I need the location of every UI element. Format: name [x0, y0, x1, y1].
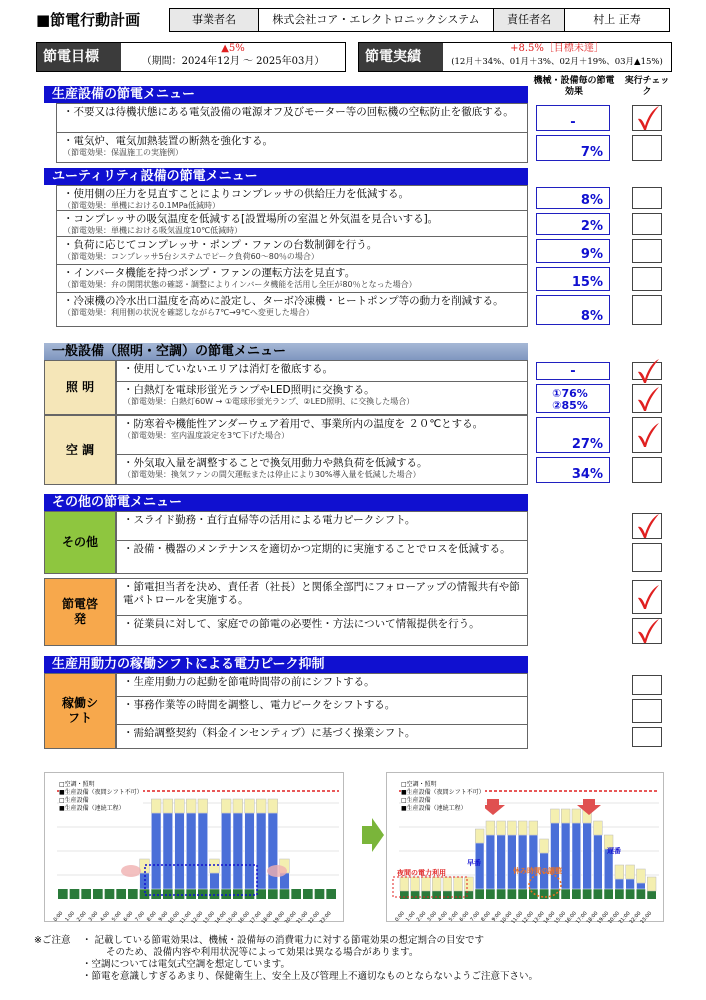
- effect-value: [536, 384, 610, 413]
- bar-continuous: [256, 889, 266, 899]
- effect-value: [536, 457, 610, 483]
- x-tick-label: 0:00: [394, 910, 406, 923]
- person-value: 村上 正寿: [564, 8, 670, 32]
- bar-ac-lighting: [572, 809, 581, 823]
- group-label-text: 空 調: [65, 442, 95, 457]
- bar-production: [186, 813, 196, 889]
- effect-value-text: -: [570, 115, 576, 130]
- menu-item-text: ・インバータ機能を持つポンプ・ファンの運転方法を見直す。: [63, 267, 356, 279]
- execution-check-box[interactable]: [632, 580, 662, 614]
- group-label: [44, 360, 116, 415]
- execution-check-box[interactable]: [632, 187, 662, 209]
- bar-ac-lighting: [268, 799, 278, 813]
- x-tick-label: 20:00: [607, 910, 621, 923]
- menu-item-note: （節電効果：コンプレッサ5台システムでピーク負荷60～80％の場合）: [63, 252, 319, 261]
- effect-value-text: 34%: [571, 467, 603, 482]
- bar-ac-lighting: [465, 877, 474, 891]
- goal-box: [36, 42, 346, 72]
- bar-production: [486, 835, 495, 889]
- result-detail: (12月＋34%、01月＋3%、02月＋19%、03月▲15%): [451, 57, 663, 67]
- bar-continuous: [540, 889, 549, 899]
- effect-value-text: 8%: [580, 193, 603, 208]
- bar-production: [268, 813, 278, 889]
- x-tick-label: 18:00: [585, 910, 600, 923]
- execution-check-box[interactable]: [632, 543, 662, 572]
- x-tick-label: 22:00: [628, 910, 643, 923]
- x-tick-label: 15:00: [553, 910, 568, 923]
- x-tick-label: 10:00: [167, 910, 182, 923]
- x-tick-label: 16:00: [564, 910, 578, 923]
- menu-item-text: ・需給調整契約（料金インセンティブ）に基づく操業シフト。: [123, 727, 416, 739]
- bar-production: [594, 835, 603, 889]
- chart-annotation: 夜間の電力利用: [397, 869, 446, 877]
- checkmark-icon: [636, 386, 660, 412]
- x-tick-label: 8:00: [480, 910, 492, 923]
- bar-production: [604, 849, 613, 889]
- bar-ac-lighting: [400, 877, 409, 891]
- effect-value: [536, 267, 610, 291]
- x-tick-label: 5:00: [447, 910, 460, 923]
- execution-check-box[interactable]: [632, 417, 662, 453]
- x-tick-label: 6:00: [122, 910, 135, 923]
- effect-value: [536, 187, 610, 209]
- bar-ac-lighting: [647, 877, 656, 891]
- menu-item-text: ・コンプレッサの吸気温度を低減する[設置場所の室温と外気温を見合いする]。: [63, 213, 439, 225]
- bar-production: [221, 813, 231, 889]
- group-label-text: その他: [61, 535, 98, 549]
- menu-item-text: ・設備・機器のメンテナンスを適切かつ定期的に実施することでロスを低減する。: [123, 543, 511, 555]
- checkmark-icon: [636, 618, 660, 644]
- bar-continuous: [105, 889, 115, 899]
- effect-value-1: ①76%: [552, 387, 588, 400]
- group-label-text: 節電啓発: [61, 597, 98, 626]
- bar-continuous: [198, 889, 208, 899]
- bar-ac-lighting: [411, 877, 420, 891]
- bar-production: [508, 835, 517, 889]
- arrow-right-icon: [362, 818, 384, 852]
- bar-production: [572, 823, 581, 889]
- bar-production: [497, 835, 506, 889]
- menu-item: [56, 237, 528, 265]
- x-tick-label: 23:00: [318, 910, 333, 923]
- x-tick-label: 2:00: [75, 910, 88, 923]
- bar-continuous: [486, 889, 495, 899]
- menu-item-note: （節電効果：保温施工の実施例）: [63, 148, 183, 157]
- menu-item: [116, 541, 528, 574]
- shift-arrow-icon: [121, 865, 141, 877]
- group-label: [44, 415, 116, 485]
- x-tick-label: 4:00: [437, 910, 449, 923]
- bar-ac-lighting: [561, 809, 570, 823]
- menu-item: [116, 382, 528, 415]
- company-value: 株式会社コア・エレクトロニックシステム: [258, 8, 494, 32]
- bar-ac-lighting: [422, 877, 431, 891]
- group-label-text: 照 明: [65, 380, 95, 394]
- bar-continuous: [221, 889, 231, 899]
- header-row: [36, 8, 672, 32]
- x-tick-label: 0:00: [52, 910, 65, 923]
- bar-continuous: [637, 889, 646, 899]
- bar-continuous: [268, 889, 278, 899]
- bar-ac-lighting: [615, 865, 624, 879]
- execution-check-box[interactable]: [632, 267, 662, 291]
- legend-entry: ■生産設備（夜間シフト不可）: [401, 789, 485, 796]
- legend-entry: ■生産設備（連続工程）: [59, 805, 125, 812]
- menu-item-text: ・白熱灯を電球形蛍光ランプやLED照明に交換する。: [123, 384, 375, 396]
- bar-continuous: [186, 889, 196, 899]
- bar-ac-lighting: [140, 859, 150, 873]
- legend-entry: □生産設備: [401, 797, 431, 804]
- menu-item: [116, 725, 528, 749]
- x-tick-label: 21:00: [617, 910, 632, 923]
- menu-item: [56, 293, 528, 327]
- menu-item-note: （節電効果：換気ファンの間欠運転または停止により30%導入量を低減した場合）: [123, 470, 421, 479]
- x-tick-label: 9:00: [490, 910, 503, 923]
- bar-production: [518, 835, 527, 889]
- effect-value-text: 8%: [580, 309, 603, 324]
- bar-continuous: [315, 889, 325, 899]
- menu-item-text: ・生産用動力の起動を節電時間帯の前にシフトする。: [123, 676, 375, 688]
- x-tick-label: 23:00: [639, 910, 654, 923]
- menu-item-text: ・事務作業等の時間を調整し、電力ピークをシフトする。: [123, 699, 396, 711]
- goal-label: 節電目標: [37, 43, 121, 71]
- group-label: [44, 511, 116, 574]
- x-tick-label: 12:00: [521, 910, 535, 923]
- footer-line-1: ・ 記載している節電効果は、機械・設備毎の消費電力に対する節電効果の想定割合の目安です: [82, 935, 485, 946]
- bar-continuous: [233, 889, 243, 899]
- bar-continuous: [93, 889, 103, 899]
- chart-annotation: 早番: [467, 859, 481, 867]
- effect-value-text: 2%: [580, 219, 603, 234]
- bar-production: [256, 813, 266, 889]
- x-tick-label: 7:00: [134, 910, 147, 923]
- bar-continuous: [58, 889, 68, 899]
- menu-item: [116, 578, 528, 616]
- bar-production: [151, 813, 161, 889]
- checkmark-icon: [636, 105, 660, 131]
- section-banner: 一般設備（照明・空調）の節電メニュー: [44, 343, 528, 360]
- x-tick-label: 10:00: [499, 910, 514, 923]
- bar-ac-lighting: [256, 799, 266, 813]
- x-tick-label: 21:00: [295, 910, 310, 923]
- x-tick-label: 2:00: [415, 910, 428, 923]
- x-tick-label: 11:00: [178, 910, 193, 923]
- execution-check-box[interactable]: [632, 727, 662, 747]
- menu-item-text: ・防寒着や機能性アンダーウェア着用で、事業所内の温度を ２０℃とする。: [123, 418, 484, 430]
- menu-item-text: ・従業員に対して、家庭での節電の必要性・方法について情報提供を行う。: [123, 618, 480, 630]
- x-tick-label: 14:00: [213, 910, 228, 923]
- bar-continuous: [245, 889, 255, 899]
- x-tick-label: 1:00: [404, 910, 417, 923]
- bar-ac-lighting: [432, 877, 441, 891]
- goal-value: ▲5%: [221, 43, 245, 54]
- bar-continuous: [615, 889, 624, 899]
- bar-continuous: [551, 889, 560, 899]
- menu-item: [56, 185, 528, 211]
- bar-ac-lighting: [594, 821, 603, 835]
- menu-item-text: ・スライド勤務・直行直帰等の活用による電力ピークシフト。: [123, 514, 416, 526]
- person-label: 責任者名: [493, 8, 565, 32]
- bar-continuous: [70, 889, 80, 899]
- chart-before-legend: [59, 781, 143, 813]
- company-label: 事業者名: [169, 8, 259, 32]
- bar-ac-lighting: [175, 799, 185, 813]
- effect-value-text: -: [570, 364, 576, 379]
- execution-check-box[interactable]: [632, 213, 662, 235]
- x-tick-label: 18:00: [260, 910, 275, 923]
- bar-ac-lighting: [151, 799, 161, 813]
- effect-value-text: 27%: [571, 437, 603, 452]
- menu-item-text: ・使用していないエリアは消灯を徹底する。: [123, 363, 333, 375]
- bar-ac-lighting: [637, 869, 646, 883]
- effect-value: [536, 135, 610, 161]
- bar-ac-lighting: [508, 821, 517, 835]
- execution-check-box[interactable]: [632, 513, 662, 539]
- x-tick-label: 4:00: [99, 910, 112, 923]
- bar-continuous: [518, 889, 527, 899]
- bar-production: [163, 813, 173, 889]
- footer-line-2: そのため、設備内容や利用状況等によって効果は異なる場合があります。: [106, 947, 419, 958]
- page-title: ■節電行動計画: [36, 11, 141, 29]
- x-tick-label: 13:00: [531, 910, 546, 923]
- bar-production: [561, 823, 570, 889]
- bar-ac-lighting: [186, 799, 196, 813]
- bar-ac-lighting: [221, 799, 231, 813]
- execution-check-box[interactable]: [632, 105, 662, 131]
- bar-continuous: [291, 889, 301, 899]
- result-box: [358, 42, 672, 72]
- menu-item-note: （節電効果：弁の開閉状態の確認・調整によりインバータ機能を活用し全圧が80％となった場合）: [63, 280, 417, 289]
- legend-entry: ■生産設備（夜間シフト不可）: [59, 789, 143, 796]
- footer-line-3: ・空調については電気式空調を想定しています。: [82, 959, 291, 970]
- bar-ac-lighting: [518, 821, 527, 835]
- legend-entry: □空調・照明: [59, 781, 95, 788]
- x-tick-label: 15:00: [225, 910, 240, 923]
- bar-continuous: [151, 889, 161, 899]
- execution-check-box[interactable]: [632, 295, 662, 325]
- chart-before: [44, 772, 344, 922]
- group-label: [44, 578, 116, 646]
- effect-value: [536, 295, 610, 325]
- footer-mark: ※ご注意: [34, 935, 71, 946]
- menu-item-note: （節電効果：利用側の状況を確認しながら7℃→9℃へ変更した場合）: [63, 308, 314, 317]
- x-tick-label: 16:00: [237, 910, 252, 923]
- menu-item-text: ・外気取入量を調整することで換気用動力や熱負荷を低減する。: [123, 457, 428, 469]
- legend-entry: □生産設備: [59, 797, 89, 804]
- effect-value: [536, 239, 610, 263]
- bar-production: [198, 813, 208, 889]
- result-value: +8.5%［目標未達］: [510, 43, 604, 54]
- chart-annotation: 休み時間の調整: [513, 867, 562, 875]
- bar-continuous: [508, 889, 517, 899]
- bar-continuous: [326, 889, 336, 899]
- checkmark-icon: [636, 584, 660, 610]
- menu-item-note: （節電効果：単機における吸気温度10℃低減時）: [63, 226, 243, 235]
- bar-continuous: [140, 889, 150, 899]
- effect-value: [536, 213, 610, 235]
- footer-notes: [34, 935, 539, 983]
- checkmark-icon: [636, 422, 660, 448]
- menu-item: [116, 616, 528, 646]
- effect-value-text: 15%: [571, 275, 603, 290]
- bar-continuous: [175, 889, 185, 899]
- footer-line-4: ・節電を意識しすぎるあまり、保健衛生上、安全上及び管理上不適切なものとならないようご注意下さい。: [82, 971, 539, 982]
- effect-column-header: 機械・設備毎の節電効果: [533, 76, 615, 97]
- bar-continuous: [583, 889, 592, 899]
- menu-item-note: （節電効果：白熱灯60W → ①電球形蛍光ランプ、②LED照明、に交換した場合）: [123, 397, 415, 406]
- effect-value-text: 7%: [580, 145, 603, 160]
- bar-ac-lighting: [245, 799, 255, 813]
- x-tick-label: 12:00: [190, 910, 205, 923]
- bar-ac-lighting: [551, 809, 560, 823]
- bar-ac-lighting: [497, 821, 506, 835]
- checkmark-icon: [636, 358, 660, 384]
- goal-period: （期間：2024年12月 ～ 2025年03月）: [141, 56, 325, 67]
- x-tick-label: 1:00: [64, 910, 77, 923]
- section-banner: ユーティリティ設備の節電メニュー: [44, 168, 528, 185]
- result-label: 節電実績: [359, 43, 443, 71]
- bar-continuous: [163, 889, 173, 899]
- bar-ac-lighting: [486, 821, 495, 835]
- menu-item: [56, 133, 528, 163]
- menu-item: [116, 415, 528, 455]
- effect-value-2: ②85%: [552, 399, 588, 412]
- effect-value: [536, 362, 610, 380]
- section-banner: その他の節電メニュー: [44, 494, 528, 511]
- execution-check-box[interactable]: [632, 675, 662, 695]
- execution-check-box[interactable]: [632, 362, 662, 380]
- bar-continuous: [572, 889, 581, 899]
- bar-ac-lighting: [626, 865, 635, 879]
- chart-after: [386, 772, 664, 922]
- checkmark-icon: [636, 513, 660, 539]
- execution-check-box[interactable]: [632, 618, 662, 644]
- bar-continuous: [210, 889, 220, 899]
- bar-production: [175, 813, 185, 889]
- menu-item: [116, 697, 528, 725]
- section-banner: 生産用動力の稼働シフトによる電力ピーク抑制: [44, 656, 528, 673]
- bar-production: [233, 813, 243, 889]
- menu-item-text: ・使用側の圧力を見直すことによりコンプレッサの供給圧力を低減する。: [63, 188, 409, 200]
- chart-after-legend: [401, 781, 485, 813]
- check-column-header: 実行チェック: [624, 76, 670, 97]
- bar-continuous: [128, 889, 138, 899]
- menu-item-text: ・電気炉、電気加熱装置の断熱を強化する。: [63, 135, 273, 147]
- bar-continuous: [497, 889, 506, 899]
- menu-item-text: ・節電担当者を決め、責任者（社長）と関係全部門にフォローアップの情報共有や節電パトロールを実施する。: [123, 581, 520, 606]
- bar-production: [551, 823, 560, 889]
- x-tick-label: 19:00: [596, 910, 611, 923]
- menu-item-text: ・負荷に応じてコンプレッサ・ポンプ・ファンの台数制御を行う。: [63, 239, 378, 251]
- x-tick-label: 7:00: [469, 910, 482, 923]
- menu-item-note: （節電効果：単機における0.1MPa低減時）: [63, 201, 220, 210]
- bar-continuous: [604, 889, 613, 899]
- x-tick-label: 3:00: [87, 910, 100, 923]
- x-tick-label: 3:00: [426, 910, 439, 923]
- effect-value-pair: [537, 388, 603, 412]
- x-tick-label: 19:00: [272, 910, 287, 923]
- x-tick-label: 11:00: [510, 910, 525, 923]
- bar-production: [210, 873, 220, 889]
- bar-continuous: [561, 889, 570, 899]
- group-label: [44, 673, 116, 749]
- bar-ac-lighting: [475, 829, 484, 843]
- chart-annotation: 遅番: [607, 847, 621, 855]
- execution-check-box[interactable]: [632, 457, 662, 483]
- menu-item: [56, 211, 528, 237]
- x-tick-label: 5:00: [110, 910, 123, 923]
- bar-continuous: [626, 889, 635, 899]
- x-tick-label: 22:00: [307, 910, 322, 923]
- bar-production: [615, 879, 624, 889]
- bar-production: [637, 883, 646, 889]
- menu-item-note: （節電効果：室内温度設定を3℃下げた場合）: [123, 431, 290, 440]
- menu-item-text: ・不要又は待機状態にある電気設備の電源オフ及びモーター等の回転機の空転防止を徹底する。: [63, 106, 514, 118]
- x-tick-label: 9:00: [157, 910, 170, 923]
- bar-production: [583, 823, 592, 889]
- effect-value: [536, 417, 610, 453]
- x-tick-label: 13:00: [202, 910, 217, 923]
- bar-production: [626, 879, 635, 889]
- legend-entry: □空調・照明: [401, 781, 437, 788]
- x-tick-label: 17:00: [574, 910, 589, 923]
- bar-production: [245, 813, 255, 889]
- menu-item: [56, 265, 528, 293]
- bar-ac-lighting: [233, 799, 243, 813]
- x-tick-label: 6:00: [458, 910, 471, 923]
- menu-item: [56, 103, 528, 133]
- menu-item: [116, 455, 528, 485]
- section-banner: 生産設備の節電メニュー: [44, 86, 528, 103]
- menu-item: [116, 673, 528, 697]
- group-label-text: 稼働シフト: [61, 696, 98, 725]
- menu-item: [116, 511, 528, 541]
- menu-item: [116, 360, 528, 382]
- execution-check-box[interactable]: [632, 699, 662, 723]
- execution-check-box[interactable]: [632, 135, 662, 161]
- bar-ac-lighting: [163, 799, 173, 813]
- bar-continuous: [81, 889, 91, 899]
- target-row: [36, 42, 672, 72]
- bar-ac-lighting: [454, 877, 463, 891]
- bar-ac-lighting: [198, 799, 208, 813]
- bar-ac-lighting: [540, 839, 549, 853]
- bar-continuous: [116, 889, 126, 899]
- bar-continuous: [280, 889, 290, 899]
- menu-item-text: ・冷凍機の冷水出口温度を高めに設定し、ターボ冷凍機・ヒートポンプ等の動力を削減する。: [63, 295, 504, 307]
- x-tick-label: 20:00: [283, 910, 298, 923]
- legend-entry: ■生産設備（連続工程）: [401, 805, 467, 812]
- x-tick-label: 17:00: [248, 910, 263, 923]
- effect-value: [536, 105, 610, 131]
- effect-value-text: 9%: [580, 247, 603, 262]
- bar-ac-lighting: [529, 821, 538, 835]
- bar-continuous: [475, 889, 484, 899]
- execution-check-box[interactable]: [632, 239, 662, 263]
- bar-ac-lighting: [443, 877, 452, 891]
- x-tick-label: 8:00: [145, 910, 158, 923]
- shift-arrow-icon: [267, 865, 287, 877]
- x-tick-label: 14:00: [542, 910, 557, 923]
- bar-ac-lighting: [210, 859, 220, 873]
- bar-continuous: [303, 889, 313, 899]
- execution-check-box[interactable]: [632, 384, 662, 413]
- bar-continuous: [594, 889, 603, 899]
